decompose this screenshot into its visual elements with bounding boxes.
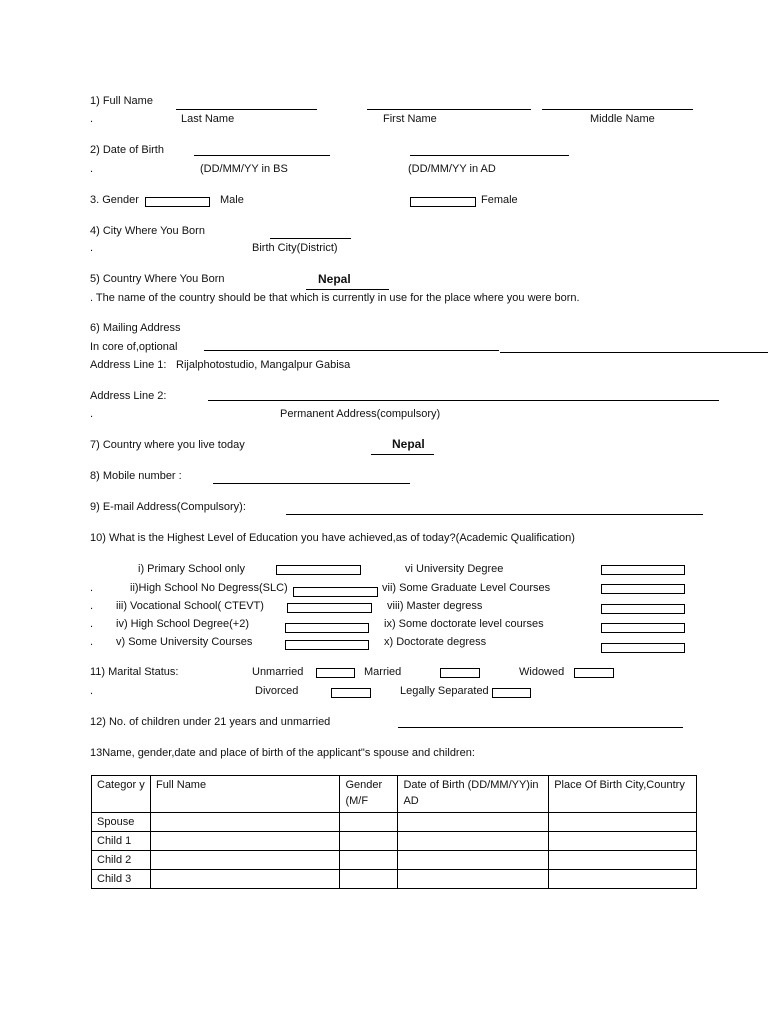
q5-label: 5) Country Where You Born bbox=[90, 273, 225, 285]
table-row bbox=[92, 832, 697, 851]
gender-cell[interactable] bbox=[340, 851, 398, 870]
q4-label: 4) City Where You Born bbox=[90, 225, 205, 237]
last-name-field[interactable] bbox=[176, 109, 317, 110]
q13-label: 13Name, gender,date and place of birth of the applicant"s spouse and children: bbox=[90, 747, 475, 759]
first-name-field[interactable] bbox=[367, 109, 531, 110]
full-name-cell[interactable] bbox=[150, 832, 340, 851]
married-checkbox[interactable] bbox=[440, 668, 480, 678]
full-name-cell[interactable] bbox=[150, 870, 340, 889]
q10-dot-2: . bbox=[90, 600, 94, 612]
dob-cell[interactable] bbox=[398, 813, 549, 832]
edu-checkbox-3[interactable] bbox=[287, 603, 372, 613]
header-full-name: Full Name bbox=[150, 776, 340, 813]
q6-label: 6) Mailing Address bbox=[90, 322, 181, 334]
table-row bbox=[92, 813, 697, 832]
in-core-of-field-ext[interactable] bbox=[500, 352, 768, 353]
edu-option-10: x) Doctorate degress bbox=[384, 636, 487, 648]
row-category: Child 1 bbox=[92, 832, 151, 851]
current-country-value[interactable]: Nepal bbox=[392, 437, 425, 451]
country-note: . The name of the country should be that which is currently in use for the place where you were born. bbox=[90, 292, 580, 304]
divorced-checkbox[interactable] bbox=[331, 688, 371, 698]
unmarried-label: Unmarried bbox=[252, 666, 304, 678]
permanent-address-label: Permanent Address(compulsory) bbox=[280, 408, 441, 420]
married-label: Married bbox=[364, 666, 402, 678]
dob-ad-label: (DD/MM/YY in AD bbox=[408, 163, 496, 175]
q10-dot-1: . bbox=[90, 582, 94, 594]
q1-dot: . bbox=[90, 113, 94, 125]
place-of-birth-cell[interactable] bbox=[549, 813, 697, 832]
q12-label: 12) No. of children under 21 years and unmarried bbox=[90, 716, 331, 728]
q4-dot: . bbox=[90, 242, 94, 254]
q2-dot: . bbox=[90, 163, 94, 175]
current-country-field[interactable] bbox=[371, 454, 434, 455]
edu-option-6: vi University Degree bbox=[405, 563, 504, 575]
edu-option-4: iv) High School Degree(+2) bbox=[116, 618, 249, 630]
edu-option-7: vii) Some Graduate Level Courses bbox=[382, 582, 551, 594]
full-name-cell[interactable] bbox=[150, 851, 340, 870]
edu-checkbox-4[interactable] bbox=[285, 623, 369, 633]
place-of-birth-cell[interactable] bbox=[549, 870, 697, 889]
dob-cell[interactable] bbox=[398, 832, 549, 851]
edu-option-5: v) Some University Courses bbox=[116, 636, 253, 648]
edu-option-1: i) Primary School only bbox=[138, 563, 245, 575]
q11-label: 11) Marital Status: bbox=[90, 666, 179, 678]
q10-dot-3: . bbox=[90, 618, 94, 630]
last-name-label: Last Name bbox=[181, 113, 235, 125]
gender-cell[interactable] bbox=[340, 813, 398, 832]
edu-checkbox-7[interactable] bbox=[601, 584, 685, 594]
header-date-of-birth: Date of Birth (DD/MM/YY)in AD bbox=[398, 776, 549, 813]
in-core-of-field[interactable] bbox=[204, 350, 499, 351]
q7-label: 7) Country where you live today bbox=[90, 439, 245, 451]
widowed-checkbox[interactable] bbox=[574, 668, 614, 678]
widowed-label: Widowed bbox=[519, 666, 565, 678]
edu-checkbox-5[interactable] bbox=[285, 640, 369, 650]
divorced-label: Divorced bbox=[255, 685, 299, 697]
dob-bs-label: (DD/MM/YY in BS bbox=[200, 163, 288, 175]
middle-name-field[interactable] bbox=[542, 109, 693, 110]
edu-option-8: viii) Master degress bbox=[387, 600, 483, 612]
middle-name-label: Middle Name bbox=[590, 113, 655, 125]
edu-checkbox-9[interactable] bbox=[601, 623, 685, 633]
full-name-cell[interactable] bbox=[150, 813, 340, 832]
email-field[interactable] bbox=[286, 514, 703, 515]
table-row bbox=[92, 870, 697, 889]
gender-cell[interactable] bbox=[340, 870, 398, 889]
q3-label: 3. Gender bbox=[90, 194, 139, 206]
family-table bbox=[91, 775, 697, 889]
dob-cell[interactable] bbox=[398, 870, 549, 889]
male-label: Male bbox=[220, 194, 244, 206]
in-core-of-label: In core of,optional bbox=[90, 341, 178, 353]
birth-city-label: Birth City(District) bbox=[252, 242, 338, 254]
header-place-of-birth: Place Of Birth City,Country bbox=[549, 776, 697, 813]
row-category: Spouse bbox=[92, 813, 151, 832]
q1-label: 1) Full Name bbox=[90, 95, 153, 107]
gender-male-checkbox[interactable] bbox=[145, 197, 210, 207]
q6-dot: . bbox=[90, 408, 94, 420]
header-category: Categor y bbox=[92, 776, 151, 813]
address-line2-label: Address Line 2: bbox=[90, 390, 167, 402]
edu-checkbox-10[interactable] bbox=[601, 643, 685, 653]
q10-label: 10) What is the Highest Level of Education you have achieved,as of today?(Academic Qualification) bbox=[90, 532, 575, 544]
dob-cell[interactable] bbox=[398, 851, 549, 870]
mobile-number-field[interactable] bbox=[213, 483, 410, 484]
children-count-field[interactable] bbox=[398, 727, 683, 728]
edu-checkbox-8[interactable] bbox=[601, 604, 685, 614]
separated-label: Legally Separated bbox=[400, 685, 489, 697]
table-row bbox=[92, 851, 697, 870]
first-name-label: First Name bbox=[383, 113, 437, 125]
gender-female-checkbox[interactable] bbox=[410, 197, 476, 207]
header-gender: Gender (M/F bbox=[340, 776, 398, 813]
edu-option-2: ii)High School No Degress(SLC) bbox=[130, 582, 288, 594]
unmarried-checkbox[interactable] bbox=[316, 668, 355, 678]
row-category: Child 2 bbox=[92, 851, 151, 870]
q8-label: 8) Mobile number : bbox=[90, 470, 182, 482]
birth-country-value[interactable]: Nepal bbox=[318, 272, 351, 286]
address-line2-field[interactable] bbox=[208, 400, 719, 401]
place-of-birth-cell[interactable] bbox=[549, 851, 697, 870]
edu-option-3: iii) Vocational School( CTEVT) bbox=[116, 600, 264, 612]
address-line1-value[interactable]: Rijalphotostudio, Mangalpur Gabisa bbox=[176, 359, 351, 371]
q10-dot-4: . bbox=[90, 636, 94, 648]
place-of-birth-cell[interactable] bbox=[549, 832, 697, 851]
birth-country-field[interactable] bbox=[306, 289, 389, 290]
address-line1-label: Address Line 1: bbox=[90, 359, 167, 371]
edu-checkbox-2[interactable] bbox=[293, 587, 378, 597]
dob-bs-field[interactable] bbox=[194, 155, 330, 156]
gender-cell[interactable] bbox=[340, 832, 398, 851]
edu-checkbox-1[interactable] bbox=[276, 565, 361, 575]
edu-option-9: ix) Some doctorate level courses bbox=[384, 618, 544, 630]
q9-label: 9) E-mail Address(Compulsory): bbox=[90, 501, 246, 513]
table-header-row bbox=[92, 776, 697, 813]
female-label: Female bbox=[481, 194, 518, 206]
row-category: Child 3 bbox=[92, 870, 151, 889]
edu-checkbox-6[interactable] bbox=[601, 565, 685, 575]
q2-label: 2) Date of Birth bbox=[90, 144, 164, 156]
q11-dot: . bbox=[90, 685, 94, 697]
separated-checkbox[interactable] bbox=[492, 688, 531, 698]
birth-city-field[interactable] bbox=[270, 238, 351, 239]
dob-ad-field[interactable] bbox=[410, 155, 569, 156]
